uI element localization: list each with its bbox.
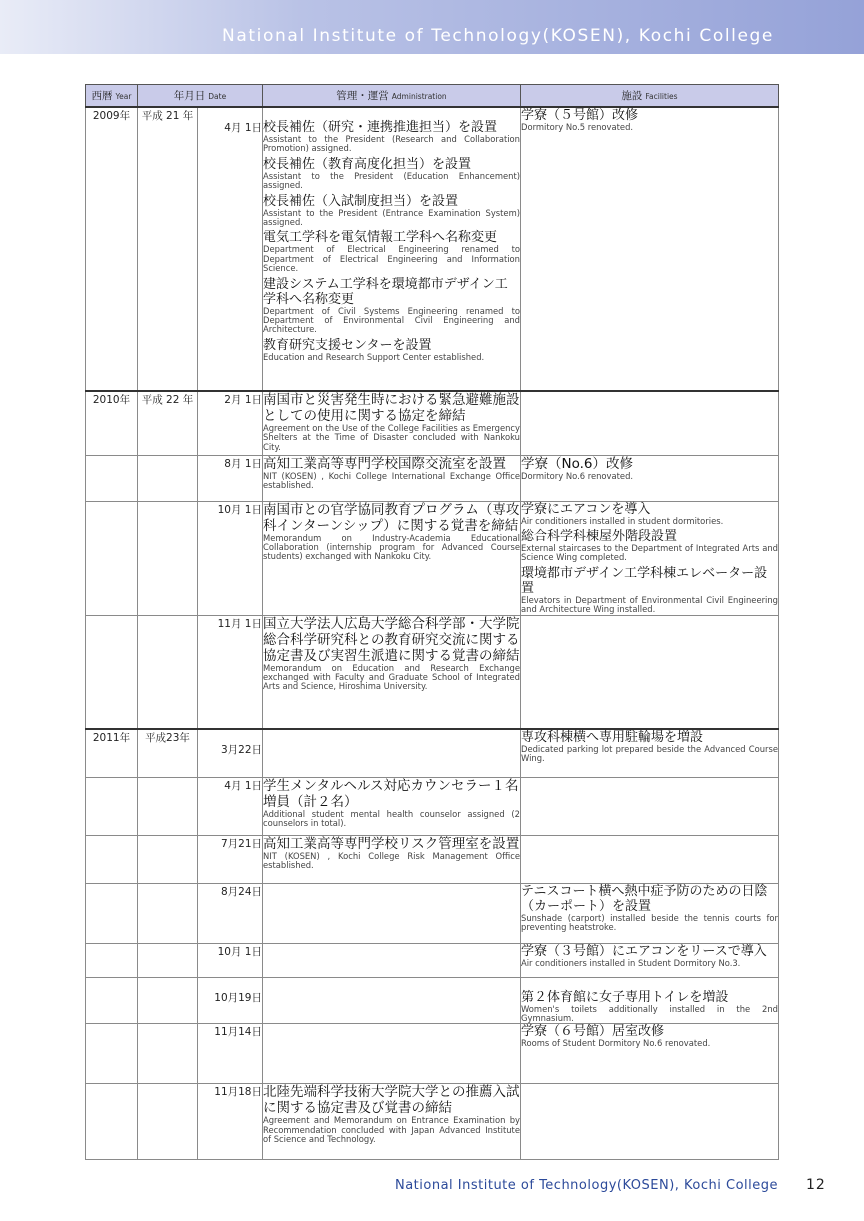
table-row xyxy=(86,501,779,615)
footer-title: National Institute of Technology(KOSEN), Kochi College xyxy=(394,1178,778,1193)
admin-entry: 校長補佐（研究・連携推進担当）を設置 Assistant to the President (Research and Collaboration Promotion) assigned. xyxy=(263,120,520,154)
table-row xyxy=(86,615,779,729)
admin-cell xyxy=(263,729,521,777)
date-cell: 10月19日 xyxy=(198,977,263,1024)
era-cell: 平成23年 xyxy=(138,729,198,777)
table-row xyxy=(86,1084,779,1160)
admin-entry: 建設システム工学科を環境都市デザイン工学科へ名称変更 Department of Civil Systems Engineering renamed to Department of Environmental Civil Engineering and Architecture. xyxy=(263,276,520,335)
admin-cell: 高知工業高等専門学校リスク管理室を設置 NIT (KOSEN) , Kochi College Risk Management Office established. xyxy=(263,835,521,883)
admin-cell xyxy=(263,107,521,391)
facilities-cell xyxy=(521,1084,779,1160)
facility-entry: 環境都市デザイン工学科棟エレベーター設置 Elevators in Department of Environmental Civil Engineering and Architecture Wing installed. xyxy=(521,565,778,615)
facilities-cell xyxy=(521,391,779,455)
header-year: 西暦 Year xyxy=(86,85,138,108)
facilities-cell: テニスコート横へ熱中症予防のための日陰（カーポート）を設置 Sunshade (carport) installed beside the tennis courts for preventing heatstroke. xyxy=(521,883,779,943)
date-cell: 4月 1日 xyxy=(198,107,263,391)
table-row xyxy=(86,391,779,455)
date-cell: 11月14日 xyxy=(198,1024,263,1084)
date-cell: 10月 1日 xyxy=(198,943,263,977)
admin-cell: 南国市と災害発生時における緊急避難施設としての使用に関する協定を締結 Agreement on the Use of the College Facilities as Emergency Shelters at the Time of Disaster concluded with Nankoku City. xyxy=(263,391,521,455)
date-cell: 10月 1日 xyxy=(198,501,263,615)
era-cell: 平成 22 年 xyxy=(138,391,198,455)
table-row xyxy=(86,835,779,883)
table-row xyxy=(86,107,779,391)
facilities-cell xyxy=(521,835,779,883)
admin-entry: 電気工学科を電気情報工学科へ名称変更 Department of Electrical Engineering renamed to Department of Electrical Engineering and Information Science. xyxy=(263,230,520,274)
date-cell: 11月 1日 xyxy=(198,615,263,729)
facilities-cell xyxy=(521,107,779,391)
table-header-row xyxy=(86,85,779,108)
year-cell: 2011年 xyxy=(86,729,138,777)
table-row xyxy=(86,943,779,977)
facilities-cell xyxy=(521,501,779,615)
admin-entry: 校長補佐（入試制度担当）を設置 Assistant to the President (Entrance Examination System) assigned. xyxy=(263,193,520,228)
table-row xyxy=(86,1024,779,1084)
banner-title: National Institute of Technology(KOSEN), Kochi College xyxy=(222,26,774,46)
admin-cell: 南国市との官学協同教育プログラム（専攻科インターンシップ）に関する覚書を締結 Memorandum on Industry-Academia Educational Collaboration (internship program for Advanced Course students) exchanged with Nankoku City. xyxy=(263,501,521,615)
date-cell: 4月 1日 xyxy=(198,777,263,835)
date-cell: 8月 1日 xyxy=(198,455,263,501)
top-banner xyxy=(0,0,864,54)
date-cell: 8月24日 xyxy=(198,883,263,943)
admin-cell xyxy=(263,1024,521,1084)
table-row xyxy=(86,729,779,777)
facilities-cell xyxy=(521,615,779,729)
facilities-cell: 専攻科棟横へ専用駐輪場を増設 Dedicated parking lot prepared beside the Advanced Course Wing. xyxy=(521,729,779,777)
admin-cell xyxy=(263,883,521,943)
date-cell: 11月18日 xyxy=(198,1084,263,1160)
header-administration: 管理・運営 Administration xyxy=(263,85,521,108)
admin-entry: 教育研究支援センターを設置 Education and Research Support Center established. xyxy=(263,337,485,362)
date-cell: 2月 1日 xyxy=(198,391,263,455)
admin-cell: 学生メンタルヘルス対応カウンセラー１名増員（計２名） Additional student mental health counselor assigned (2 counselors in total). xyxy=(263,777,521,835)
page-number: 12 xyxy=(806,1177,826,1193)
year-cell: 2009年 xyxy=(86,107,138,391)
facility-entry: 学寮（５号館）改修 Dormitory No.5 renovated. xyxy=(521,108,639,132)
date-cell: 3月22日 xyxy=(198,729,263,777)
admin-cell xyxy=(263,943,521,977)
year-cell: 2010年 xyxy=(86,391,138,455)
facilities-cell: 学寮（No.6）改修 Dormitory No.6 renovated. xyxy=(521,455,779,501)
facilities-cell: 学寮（６号館）居室改修 Rooms of Student Dormitory No.6 renovated. xyxy=(521,1024,779,1084)
date-cell: 7月21日 xyxy=(198,835,263,883)
facilities-cell xyxy=(521,777,779,835)
header-date: 年月日 Date xyxy=(138,85,263,108)
history-table xyxy=(85,84,779,1160)
admin-entry: 校長補佐（教育高度化担当）を設置 Assistant to the President (Education Enhancement) assigned. xyxy=(263,156,520,191)
era-cell: 平成 21 年 xyxy=(138,107,198,391)
admin-cell: 北陸先端科学技術大学院大学との推薦入試に関する協定書及び覚書の締結 Agreement and Memorandum on Entrance Examination by Recommendation concluded with Japan Advanced Institute of Science and Technology. xyxy=(263,1084,521,1160)
table-row xyxy=(86,777,779,835)
facility-entry: 学寮にエアコンを導入 Air conditioners installed in student dormitories. xyxy=(521,501,724,526)
table-row xyxy=(86,977,779,1024)
header-facilities: 施設 Facilities xyxy=(521,85,779,108)
table-row xyxy=(86,883,779,943)
admin-cell: 高知工業高等専門学校国際交流室を設置 NIT (KOSEN) , Kochi College International Exchange Office established. xyxy=(263,455,521,501)
admin-cell xyxy=(263,977,521,1024)
table-row xyxy=(86,455,779,501)
facility-entry: 総合科学科棟屋外階段設置 External staircases to the Department of Integrated Arts and Science Wing completed. xyxy=(521,528,778,563)
facilities-cell: 第２体育館に女子専用トイレを増設 Women's toilets additionally installed in the 2nd Gymnasium. xyxy=(521,977,779,1024)
admin-cell: 国立大学法人広島大学総合科学部・大学院総合科学研究科との教育研究交流に関する協定書及び実習生派遣に関する覚書の締結 Memorandum on Education and Research Exchange exchanged with Faculty and Graduate School of Integrated Arts and Science, Hiroshima University. xyxy=(263,615,521,729)
facilities-cell: 学寮（３号館）にエアコンをリースで導入 Air conditioners installed in Student Dormitory No.3. xyxy=(521,943,779,977)
